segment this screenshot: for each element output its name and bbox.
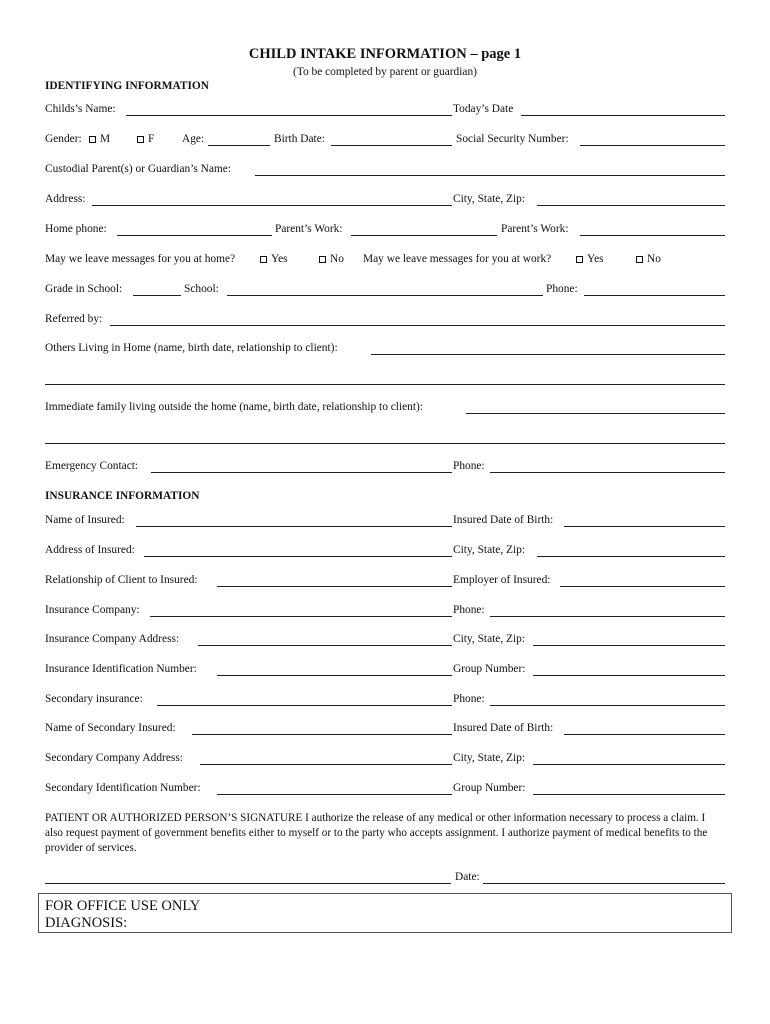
label-childs-name: Childs’s Name: — [45, 103, 116, 115]
label-insurance-company-address: Insurance Company Address: — [45, 633, 180, 645]
label-school: School: — [184, 283, 219, 295]
label-secondary-address: Secondary Company Address: — [45, 752, 183, 764]
label-insurance-id: Insurance Identification Number: — [45, 663, 197, 675]
field-emergency-contact[interactable] — [151, 472, 452, 473]
field-secondary-address[interactable] — [200, 764, 452, 765]
label-secondary-id: Secondary Identification Number: — [45, 782, 201, 794]
label-phone: Phone: — [546, 283, 578, 295]
field-signature-date[interactable] — [483, 883, 725, 884]
label-group-number-secondary: Group Number: — [453, 782, 526, 794]
field-others-living[interactable] — [371, 354, 725, 355]
label-city-state-zip: City, State, Zip: — [453, 193, 526, 205]
gender-m-label: M — [100, 133, 111, 145]
label-parents-work-2: Parent’s Work: — [501, 223, 569, 235]
label-secondary-name: Name of Secondary Insured: — [45, 722, 176, 734]
field-secondary-dob[interactable] — [564, 734, 725, 735]
field-secondary-insurance[interactable] — [157, 705, 452, 706]
label-others-living: Others Living in Home (name, birth date, relationship to client): — [45, 342, 338, 354]
field-city-state-zip-insured[interactable] — [537, 556, 725, 557]
label-insurance-company-phone: Phone: — [453, 604, 485, 616]
field-city-state-zip-company[interactable] — [533, 645, 725, 646]
field-home-phone[interactable] — [117, 235, 272, 236]
label-secondary-phone: Phone: — [453, 693, 485, 705]
label-city-state-zip-company: City, State, Zip: — [453, 633, 526, 645]
checkbox-icon[interactable] — [260, 256, 267, 263]
label-emergency-phone: Phone: — [453, 460, 485, 472]
field-custodial[interactable] — [255, 175, 725, 176]
yes-label: Yes — [271, 253, 288, 265]
office-use-label: FOR OFFICE USE ONLY — [45, 898, 201, 914]
field-todays-date[interactable] — [521, 115, 725, 116]
field-address[interactable] — [92, 205, 452, 206]
section-heading-identifying: IDENTIFYING INFORMATION — [45, 80, 210, 92]
field-insurance-company-address[interactable] — [198, 645, 452, 646]
field-grade[interactable] — [133, 295, 181, 296]
field-city-state-zip-secondary[interactable] — [533, 764, 725, 765]
form-title: CHILD INTAKE INFORMATION – page 1 — [248, 46, 522, 62]
field-parents-work-2[interactable] — [580, 235, 725, 236]
field-secondary-phone[interactable] — [490, 705, 725, 706]
label-referred-by: Referred by: — [45, 313, 103, 325]
authorization-paragraph: PATIENT OR AUTHORIZED PERSON’S SIGNATURE I authorize the release of any medical or other information necessary to process a claim. I also request payment of government benefits either to myself or to the party who accepts assignment. I authorize payment of medical benefits to the provider of services. — [45, 812, 708, 854]
field-insurance-company-phone[interactable] — [490, 616, 725, 617]
field-relationship[interactable] — [217, 586, 452, 587]
label-insured-dob: Insured Date of Birth: — [453, 514, 554, 526]
no-label: No — [647, 253, 661, 265]
label-msg-home: May we leave messages for you at home? — [45, 253, 236, 265]
label-custodial: Custodial Parent(s) or Guardian’s Name: — [45, 163, 232, 175]
field-signature[interactable] — [45, 883, 451, 884]
field-emergency-phone[interactable] — [490, 472, 725, 473]
field-group-number[interactable] — [533, 675, 725, 676]
gender-f-option[interactable] — [137, 133, 154, 145]
field-immediate-family-continued[interactable] — [45, 443, 725, 444]
section-heading-insurance: INSURANCE INFORMATION — [45, 490, 200, 502]
label-insurance-company: Insurance Company: — [45, 604, 140, 616]
diagnosis-label: DIAGNOSIS: — [45, 915, 128, 931]
label-birth-date: Birth Date: — [274, 133, 325, 145]
label-city-state-zip-insured: City, State, Zip: — [453, 544, 526, 556]
label-address: Address: — [45, 193, 86, 205]
field-address-insured[interactable] — [144, 556, 452, 557]
checkbox-icon[interactable] — [576, 256, 583, 263]
label-ssn: Social Security Number: — [456, 133, 569, 145]
label-msg-work: May we leave messages for you at work? — [363, 253, 552, 265]
field-insurance-company[interactable] — [150, 616, 452, 617]
field-phone[interactable] — [584, 295, 725, 296]
label-grade: Grade in School: — [45, 283, 123, 295]
field-ssn[interactable] — [580, 145, 725, 146]
office-use-box — [38, 893, 732, 933]
label-todays-date: Today’s Date — [453, 103, 514, 115]
field-secondary-name[interactable] — [192, 734, 452, 735]
label-age: Age: — [182, 133, 205, 145]
field-parents-work-1[interactable] — [351, 235, 497, 236]
label-immediate-family: Immediate family living outside the home (name, birth date, relationship to client): — [45, 401, 424, 413]
label-address-insured: Address of Insured: — [45, 544, 135, 556]
field-childs-name[interactable] — [126, 115, 452, 116]
field-name-insured[interactable] — [136, 526, 452, 527]
form-subtitle: (To be completed by parent or guardian) — [293, 66, 477, 78]
yes-label: Yes — [587, 253, 604, 265]
msg-home-no-option[interactable] — [319, 253, 344, 265]
field-employer[interactable] — [560, 586, 725, 587]
msg-work-yes-option[interactable] — [576, 253, 604, 265]
field-city-state-zip[interactable] — [537, 205, 725, 206]
gender-f-label: F — [148, 133, 155, 145]
no-label: No — [330, 253, 344, 265]
label-emergency-contact: Emergency Contact: — [45, 460, 139, 472]
msg-home-yes-option[interactable] — [260, 253, 288, 265]
field-insurance-id[interactable] — [217, 675, 452, 676]
label-parents-work-1: Parent’s Work: — [275, 223, 343, 235]
label-name-insured: Name of Insured: — [45, 514, 125, 526]
field-group-number-secondary[interactable] — [533, 794, 725, 795]
field-secondary-id[interactable] — [217, 794, 452, 795]
label-employer: Employer of Insured: — [453, 574, 551, 586]
gender-m-option[interactable] — [89, 133, 110, 145]
checkbox-icon[interactable] — [636, 256, 643, 263]
label-relationship: Relationship of Client to Insured: — [45, 574, 198, 586]
field-others-living-continued[interactable] — [45, 384, 725, 385]
label-signature-date: Date: — [455, 871, 480, 883]
checkbox-icon[interactable] — [89, 136, 96, 143]
label-home-phone: Home phone: — [45, 223, 107, 235]
checkbox-icon[interactable] — [319, 256, 326, 263]
label-secondary-dob: Insured Date of Birth: — [453, 722, 554, 734]
field-age[interactable] — [208, 145, 270, 146]
label-group-number: Group Number: — [453, 663, 526, 675]
field-referred-by[interactable] — [110, 325, 725, 326]
msg-work-no-option[interactable] — [636, 253, 661, 265]
field-insured-dob[interactable] — [564, 526, 725, 527]
checkbox-icon[interactable] — [137, 136, 144, 143]
label-secondary-insurance: Secondary insurance: — [45, 693, 143, 705]
field-birth-date[interactable] — [331, 145, 452, 146]
label-city-state-zip-secondary: City, State, Zip: — [453, 752, 526, 764]
field-immediate-family[interactable] — [466, 413, 725, 414]
field-school[interactable] — [227, 295, 543, 296]
label-gender: Gender: — [45, 133, 82, 145]
